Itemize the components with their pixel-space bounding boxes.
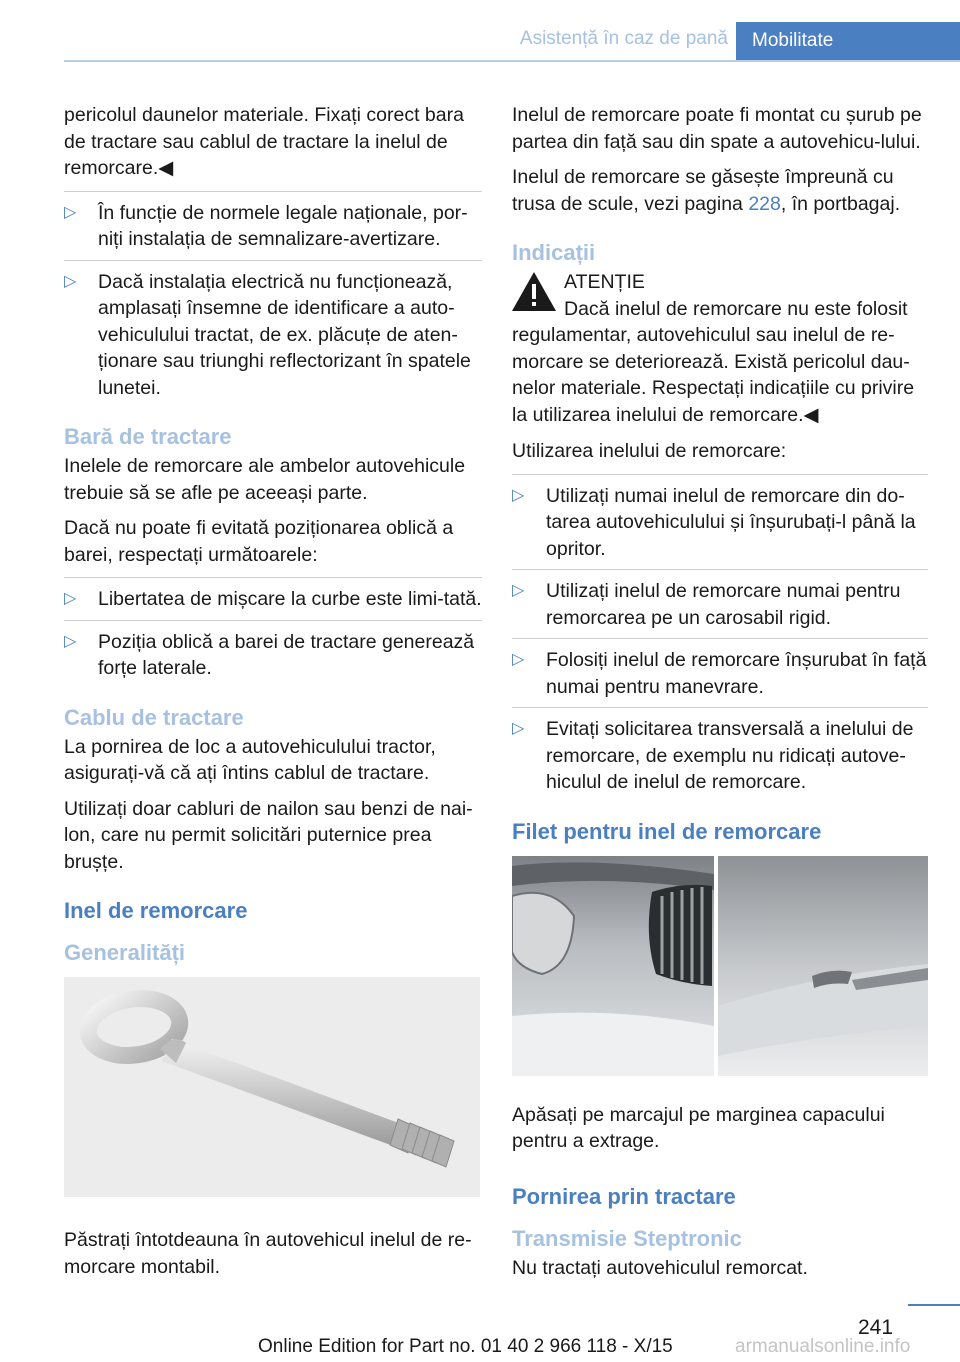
footer-divider xyxy=(908,1304,960,1306)
page-link[interactable]: 228 xyxy=(748,192,781,215)
right-column xyxy=(512,102,928,1290)
list-item: ▷ În funcție de normele legale naționale, por-niți instalația de semnalizare-avertizare. xyxy=(64,201,468,250)
list-item: ▷ Poziția oblică a barei de tractare generează forțe laterale. xyxy=(64,630,475,679)
heading-pornirea-prin-tractare: Pornirea prin tractare xyxy=(512,1183,736,1209)
left-column xyxy=(64,102,482,1289)
triangle-right-icon: ▷ xyxy=(512,486,525,504)
bullet-separator xyxy=(64,191,482,192)
heading-transmisie-steptronic: Transmisie Steptronic xyxy=(512,1225,742,1251)
heading-cablu-de-tractare: Cablu de tractare xyxy=(64,704,244,730)
triangle-right-icon: ▷ xyxy=(512,582,525,599)
list-item: ▷ Evitați solicitarea transversală a inelului de remorcare, de exemplu nu ridicați autove-hiculul de inelul de remorcare. xyxy=(512,718,914,793)
bumper-cover-photo xyxy=(512,856,928,1076)
bullet-separator xyxy=(512,569,928,570)
triangle-right-icon: ▷ xyxy=(64,590,77,607)
page-number: 241 xyxy=(858,1316,894,1339)
list-item: ▷ Folosiți inelul de remorcare înșurubat în față numai pentru manevrare. xyxy=(512,649,927,698)
list-item: ▷ Utilizați inelul de remorcare numai pentru remorcarea pe un carosabil rigid. xyxy=(512,580,901,629)
watermark: armanualsonline.info xyxy=(735,1336,911,1357)
paragraph: Dacă nu poate fi evitată poziționarea oblică a barei, respectați următoarele: xyxy=(64,517,454,566)
edition-note: Online Edition for Part no. 01 40 2 966 118 - X/15 xyxy=(258,1336,673,1357)
paragraph: Utilizarea inelului de remorcare: xyxy=(512,440,787,462)
list-item: ▷ Libertatea de mișcare la curbe este limi-tată. xyxy=(64,586,482,613)
header-tab-mobilitate[interactable]: Mobilitate xyxy=(736,22,960,62)
bullet-separator xyxy=(512,474,928,475)
towing-eye-illustration xyxy=(64,977,480,1197)
bullet-separator xyxy=(512,707,928,708)
heading-indicatii: Indicații xyxy=(512,240,596,265)
header-section-title: Asistență în caz de pană xyxy=(519,28,728,49)
bullet-separator xyxy=(64,577,482,578)
warning-text: regulamentar, autovehiculul sau inelul de re-morcare se deteriorează. Există pericolul dau-nelor materiale. Respectați indicațiile cu privire la utilizarea inelului de remorcare.◀ xyxy=(512,324,915,426)
heading-inel-de-remorcare: Inel de remorcare xyxy=(64,898,248,923)
bullet-separator xyxy=(512,638,928,639)
paragraph: Utilizați doar cabluri de nailon sau benzi de nai-lon, care nu permit solicitări puternice prea brușțe. xyxy=(64,797,473,873)
paragraph: Inelele de remorcare ale ambelor autovehicule trebuie să se afle pe aceeași parte. xyxy=(64,455,466,504)
bullet-separator xyxy=(64,620,482,621)
heading-filet-pentru-inel: Filet pentru inel de remorcare xyxy=(512,818,822,844)
warning-text: Dacă inelul de remorcare nu este folosit xyxy=(564,297,908,320)
paragraph: La pornirea de loc a autovehiculului tractor, asigurați-vă că ați întins cablul de tractare. xyxy=(64,735,436,784)
bullet-separator xyxy=(64,260,482,261)
list-item: ▷ Utilizați numai inelul de remorcare din do-tarea autovehiculului și înșurubați-l până la opritor. xyxy=(512,484,916,560)
heading-bara-de-tractare: Bară de tractare xyxy=(64,424,232,449)
paragraph: pericolul daunelor materiale. Fixați corect bara de tractare sau cablul de tractare la inelul de remorcare.◀ xyxy=(64,104,464,179)
warning-title: ATENȚIE xyxy=(564,271,645,293)
triangle-right-icon: ▷ xyxy=(64,203,77,221)
paragraph: Păstrați întotdeauna în autovehicul inelul de re-morcare montabil. xyxy=(64,1229,472,1278)
paragraph: Inelul de remorcare se găsește împreună cu trusa de scule, vezi pagina 228, în portbagaj. xyxy=(512,166,901,215)
triangle-right-icon: ▷ xyxy=(512,720,525,737)
warning-triangle-icon xyxy=(510,269,562,315)
header-divider xyxy=(64,60,960,62)
paragraph: Nu tractați autovehiculul remorcat. xyxy=(512,1256,808,1279)
paragraph: Inelul de remorcare poate fi montat cu șurub pe partea din față sau din spate a autovehicu-lului. xyxy=(512,104,922,153)
triangle-right-icon: ▷ xyxy=(64,632,77,650)
paragraph: Apăsați pe marcajul pe marginea capacului pentru a extrage. xyxy=(512,1103,885,1152)
triangle-right-icon: ▷ xyxy=(64,272,77,290)
list-item: ▷ Dacă instalația electrică nu funcționează, amplasați însemne de identificare a auto-vehiculului tractat, de ex. plăcuțe de aten-ționare sau triunghi reflectorizant în spatele lunetei. xyxy=(64,270,471,399)
triangle-right-icon: ▷ xyxy=(512,651,525,668)
warning-box xyxy=(512,269,928,428)
heading-generalitati: Generalități xyxy=(64,940,186,965)
